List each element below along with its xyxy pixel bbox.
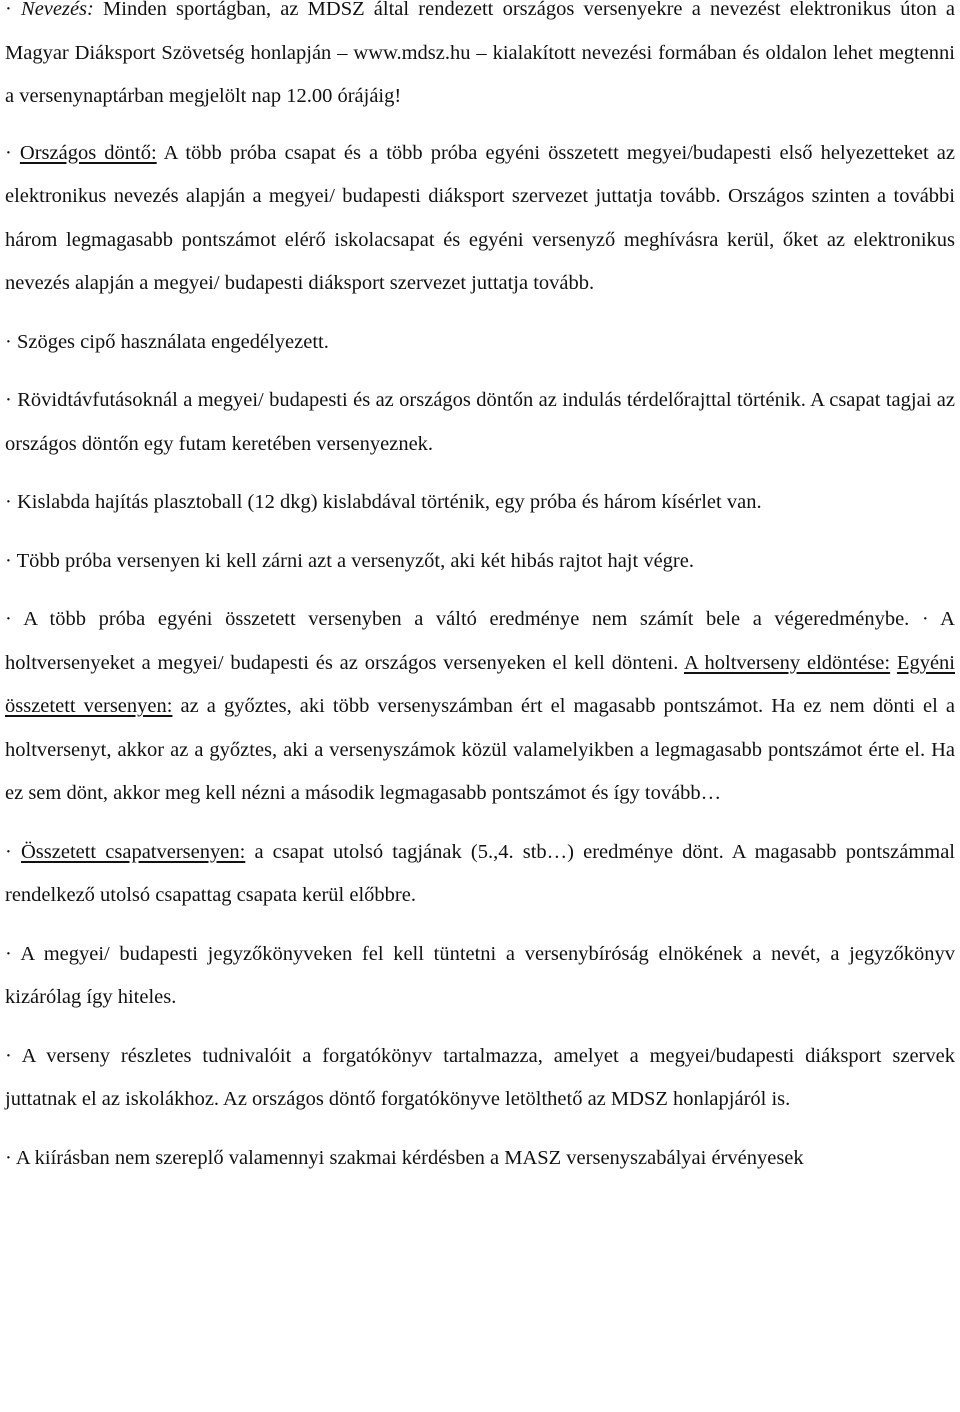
bullet: · [5,389,12,411]
paragraph-masz-rules [5,1137,955,1181]
bullet: · [5,0,12,20]
team-combined-text: a csapat utolsó tagjának (5.,4. stb…) eredménye dönt. A magasabb pontszámmal rendelkező utolsó csapattag csapata kerül előbbre. [5,840,956,906]
bullet: · [5,1146,12,1169]
bullet: · [5,1044,12,1067]
sprint-start-text: Rövidtávfutásoknál a megyei/ budapesti és az országos döntőn az indulás térdelőrajttal történik. A csapat tagjai az országos döntőn egy futam keretében versenyeznek. [5,389,955,455]
script-text: A verseny részletes tudnivalóit a forgatókönyv tartalmazza, amelyet a megyei/budapesti diáksport szervek juttatnak el az iskolákhoz. Az országos döntő forgatókönyve letölthető az MDSZ honlapjáról is. [5,1044,955,1110]
paragraph-sprint-start [5,379,955,466]
paragraph-team-combined [5,831,955,918]
paragraph-tie-rules [5,598,955,816]
tie-decision-text: az a győztes, aki több versenyszámban ért el magasabb pontszámot. Ha ez nem dönti el a holtversenyt, akkor az a győztes, aki a versenyszámok közül valamelyikben a legmagasabb pontszámot érte el. Ha ez sem dönt, akkor meg kell nézni a második legmagasabb pontszámot és így tovább… [5,695,955,804]
false-start-text: Több próba versenyen ki kell zárni azt a versenyzőt, aki két hibás rajtot hajt végre. [11,549,694,572]
paragraph-ball-throw [5,481,955,525]
national-final-label: Országos döntő: [19,141,157,164]
spikes-text: Szöges cipő használata engedélyezett. [11,330,329,353]
paragraph-false-start [5,540,955,584]
tie-text: A holtversenyeket a megyei/ budapesti és az országos versenyeken el kell dönteni. [5,608,955,674]
individual-combined-label: Egyéni összetett versenyen: [5,651,955,717]
ball-throw-text: Kislabda hajítás plasztoball (12 dkg) kislabdával történik, egy próba és három kísérlet van. [11,491,762,513]
protocol-text: A megyei/ budapesti jegyzőkönyveken fel kell tüntetni a versenybíróság elnökének a nevét, a jegyzőkönyv kizárólag így hiteles. [5,942,955,1008]
document-body [5,0,955,1180]
entry-text: Minden sportágban, az MDSZ által rendezett országos versenyekre a nevezést elektronikus úton a Magyar Diáksport Szövetség honlapján – www.mdsz.hu – kialakított nevezési formában és oldalon lehet megtenni a versenynaptárban megjelölt nap 12.00 órájáig! [5,0,955,107]
tie-decision-label: A holtverseny eldöntése: [684,651,891,674]
bullet: · [5,608,12,630]
team-combined-label: Összetett csapatversenyen: [20,840,246,863]
entry-label: Nevezés: [21,0,94,20]
paragraph-script [5,1035,955,1122]
national-final-text: A több próba csapat és a több próba egyéni összetett megyei/budapesti első helyezetteket az elektronikus nevezés alapján a megyei/ budapesti diáksport szervezet juttatja tovább. Országos szinten a további három legmagasabb pontszámot elérő iskolacsapat és egyéni versenyző meghívásra kerül, őket az elektronikus nevezés alapján a megyei/ budapesti diáksport szervezet juttatja tovább. [5,141,955,294]
bullet: · [5,942,12,965]
bullet: · [5,141,12,164]
paragraph-entry-rules [5,0,955,119]
bullet: · [5,549,12,572]
paragraph-national-final [5,132,955,306]
masz-rules-text: A kiírásban nem szereplő valamennyi szakmai kérdésben a MASZ versenyszabályai érvényesek [11,1146,804,1169]
bullet: · [5,840,12,863]
paragraph-protocol [5,933,955,1020]
bullet: · [5,491,12,513]
bullet: · [5,330,12,353]
relay-text: A több próba egyéni összetett versenyben a váltó eredménye nem számít bele a végeredménybe. [11,608,922,630]
bullet: · [921,608,929,630]
paragraph-spikes [5,321,955,365]
